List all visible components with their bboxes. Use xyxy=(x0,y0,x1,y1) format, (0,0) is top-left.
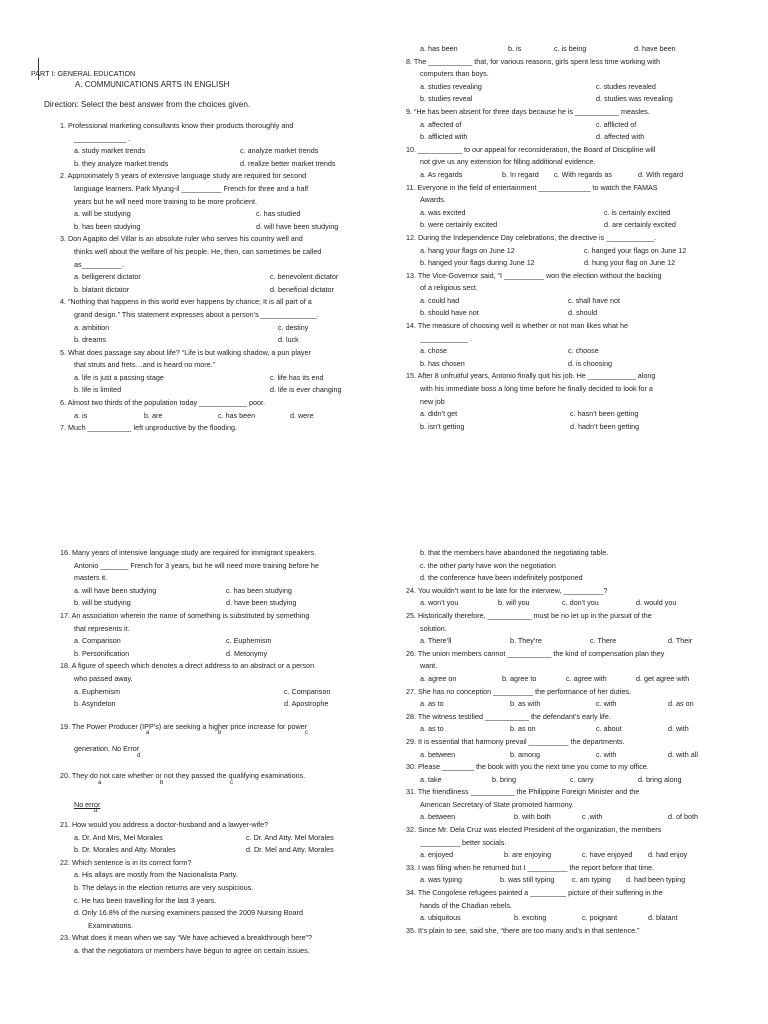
option-c[interactable]: c. analyze market trends xyxy=(240,146,319,156)
options-row xyxy=(406,93,726,106)
options-row xyxy=(60,410,380,423)
option-c[interactable]: c. with xyxy=(596,699,617,709)
options-row xyxy=(60,372,380,385)
option-b[interactable]: b. dreams xyxy=(74,335,106,345)
options-row xyxy=(60,597,380,610)
option-c[interactable]: c. about xyxy=(596,724,622,734)
option-b[interactable]: b. was still typing xyxy=(500,875,555,885)
question-text: solution. xyxy=(420,623,447,633)
options-row xyxy=(406,849,726,862)
question-text: _____________ . xyxy=(74,133,130,143)
option-c[interactable]: c. agree with xyxy=(566,673,607,683)
question-text: years but he will need more training to be more proficient. xyxy=(74,196,257,206)
question-text: 27. She has no conception __________ the performance of her duties. xyxy=(406,686,631,696)
options-row xyxy=(406,119,726,132)
marker-c: c xyxy=(230,779,233,786)
options-row xyxy=(60,844,380,857)
option-d[interactable]: d. were xyxy=(290,410,314,420)
option-a[interactable]: a. was typing xyxy=(420,875,462,885)
option-c[interactable]: c. is certainly excited xyxy=(604,207,671,217)
option-d[interactable]: d. With regard xyxy=(638,169,684,179)
option-d[interactable]: d. had enjoy xyxy=(648,850,688,860)
question-text: grand design.” This statement expresses about a person’s ______________. xyxy=(74,309,319,319)
question-text: 8. The ___________ that, for various reasons, girls spent less time working with xyxy=(406,56,660,66)
option-a[interactable]: a. will be studying xyxy=(74,209,131,219)
option-a[interactable]: a. between xyxy=(420,812,456,822)
question-text: 31. The friendliness ___________ the Philippine Foreign Minister and the xyxy=(406,787,640,797)
question-text: that struts and frets…and is heard no more.” xyxy=(74,360,216,370)
option-a[interactable]: a. agree on xyxy=(420,673,457,683)
option-d[interactable]: d. Their xyxy=(668,636,693,646)
option-d-cont: Examinations. xyxy=(88,920,134,930)
option-c[interactable]: c. is being xyxy=(554,44,587,53)
option-a[interactable]: a. As regards xyxy=(420,169,463,179)
option-c[interactable]: c. carry xyxy=(570,774,594,784)
marker-b: b xyxy=(218,730,222,737)
question-text: 33. I was filing when he returned but I __________ the report before that time. xyxy=(406,862,655,872)
option-d[interactable]: d. realize better market trends xyxy=(240,158,336,168)
option-c[interactable]: c. poignant xyxy=(582,913,618,923)
option-d[interactable]: d. are certainly excited xyxy=(604,220,676,230)
question-text: generation. No Error xyxy=(74,744,140,754)
options-row xyxy=(60,334,380,347)
options-row xyxy=(406,723,726,736)
options-row xyxy=(60,635,380,648)
question-text: computers than boys. xyxy=(420,69,489,79)
option-c[interactable]: c. shall have not xyxy=(568,295,620,305)
question-text: ____________ . xyxy=(420,333,472,343)
question-text: 32. Since Mr. Dela Cruz was elected President of the organization, the members xyxy=(406,825,662,835)
options-row xyxy=(406,345,726,358)
question-text: 16. Many years of intensive language study are required for immigrant speakers. xyxy=(60,548,317,557)
option-a[interactable]: a. is xyxy=(74,410,88,420)
question-text: 24. You wouldn’t want to be late for the interview, __________? xyxy=(406,585,608,595)
question-text: 6. Almost two thirds of the population today ____________ poor. xyxy=(60,398,265,408)
marker-c: c xyxy=(305,730,308,737)
question-text: __________ better socials. xyxy=(420,837,507,847)
option-c[interactable]: c. the other party have won the negotiation xyxy=(420,560,556,570)
option-b[interactable]: b. with both xyxy=(514,812,551,822)
option-c[interactable]: c. choose xyxy=(568,346,599,356)
options-row xyxy=(60,158,380,171)
option-c[interactable]: c. Dr. And Atty. Mel Morales xyxy=(246,832,334,842)
option-b[interactable]: b. as with xyxy=(510,699,541,709)
question-text: 3. Don Agapito del Villar is an absolute ruler who serves his country well and xyxy=(60,234,303,244)
option-c[interactable]: c. life has its end xyxy=(270,372,324,382)
options-row xyxy=(406,774,726,787)
option-a[interactable]: a. was excited xyxy=(420,207,466,217)
option-d[interactable]: d. is choosing xyxy=(568,358,612,368)
option-a[interactable]: a. as to xyxy=(420,699,444,709)
option-c[interactable]: c. afflicted of xyxy=(596,119,637,129)
option-d[interactable]: d. studies was revealing xyxy=(596,94,673,104)
option-b[interactable]: b. Personification xyxy=(74,648,130,658)
option-d[interactable]: d. the conference have been indefinitely postponed xyxy=(420,573,583,583)
option-a[interactable]: a. Euphemism xyxy=(74,686,120,696)
option-d[interactable]: d. Dr. Mel and Atty. Morales xyxy=(246,845,334,855)
option-c[interactable]: c. benevolent dictator xyxy=(270,272,339,282)
option-c[interactable]: c. With regards as xyxy=(554,169,612,179)
options-row xyxy=(406,912,726,925)
question-text: 20. They do not care whether or not they passed the qualifying examinations. xyxy=(60,770,306,780)
question-block xyxy=(406,43,726,433)
option-d[interactable]: d. have been studying xyxy=(226,598,297,608)
option-b[interactable]: b. among xyxy=(510,749,540,759)
option-c[interactable]: c. has studied xyxy=(256,209,301,219)
option-d[interactable]: d. Only 16.8% of the nursing examiners passed the 2009 Nursing Board xyxy=(74,908,303,918)
options-row xyxy=(406,257,726,270)
options-row xyxy=(406,874,726,887)
question-text: 28. The witness testified ___________ the defendant’s early life. xyxy=(406,711,611,721)
question-text: 10. ___________ to our appeal for reconsideration, the Board of Discipline will xyxy=(406,144,656,154)
option-b[interactable]: b. bring xyxy=(492,774,516,784)
option-a[interactable]: a. belligerent dictator xyxy=(74,272,141,282)
option-d[interactable]: d. as on xyxy=(668,699,694,709)
option-a[interactable]: a. ubiquitous xyxy=(420,913,461,923)
option-b[interactable]: b. The delays in the election returns are very suspicious. xyxy=(74,883,254,893)
option-d[interactable]: d. bring along xyxy=(638,774,682,784)
option-d[interactable]: d. affected with xyxy=(596,132,645,142)
option-d[interactable]: d. with xyxy=(668,724,689,734)
marker-b: b xyxy=(160,779,164,786)
option-b[interactable]: b. Asyndeton xyxy=(74,699,116,709)
question-text: 14. The measure of choosing well is whether or not man likes what he xyxy=(406,321,628,331)
option-d[interactable]: d. get agree with xyxy=(636,673,690,683)
question-block xyxy=(60,547,380,958)
option-b[interactable]: b. has been studying xyxy=(74,221,141,231)
options-row xyxy=(60,686,380,699)
options-row xyxy=(60,221,380,234)
option-a[interactable]: a. ambition xyxy=(74,322,110,332)
options-row xyxy=(406,295,726,308)
question-text: 25. Historically therefore, ___________ must be no let up in the pursuit of the xyxy=(406,610,652,620)
option-b[interactable]: b. afflicted with xyxy=(420,132,468,142)
options-row xyxy=(406,131,726,144)
option-b[interactable]: b. were certainly excited xyxy=(420,220,498,230)
options-row xyxy=(406,81,726,94)
option-b[interactable]: b. blatant dictator xyxy=(74,284,130,294)
option-b[interactable]: b. exciting xyxy=(514,913,547,923)
option-a[interactable]: a. take xyxy=(420,774,442,784)
option-c[interactable]: c .with xyxy=(582,812,603,822)
directions: Direction: Select the best answer from the choices given. xyxy=(44,100,251,109)
option-a[interactable]: a. won’t you xyxy=(420,598,459,608)
part-heading: PART I: GENERAL EDUCATION xyxy=(31,69,136,78)
options-row xyxy=(60,384,380,397)
question-text: want. xyxy=(420,661,438,671)
question-block xyxy=(406,547,726,937)
question-text: 5. What does passage say about life? “Life is but walking shadow, a pun player xyxy=(60,347,311,357)
option-a[interactable]: a. His allays are mostly from the Nacionalista Party. xyxy=(74,870,238,880)
option-d[interactable]: d. will have been studying xyxy=(256,221,339,231)
question-text: 15. After 8 unfruitful years, Antonio finally quit his job. He ____________ along xyxy=(406,371,656,381)
question-text: hands of the Chadian rebels. xyxy=(420,900,512,910)
option-b[interactable]: b. are xyxy=(144,410,163,420)
option-b[interactable]: b. is xyxy=(508,44,522,53)
option-d[interactable]: d. with all xyxy=(668,749,698,759)
option-b[interactable]: b. In regard xyxy=(502,169,539,179)
option-d[interactable]: d. have been xyxy=(634,44,676,53)
options-row xyxy=(406,43,726,56)
question-text: 9. “He has been absent for three days because he is ___________ measles. xyxy=(406,106,650,116)
option-c[interactable]: c. There xyxy=(590,636,617,646)
option-d[interactable]: d. of both xyxy=(668,812,698,822)
options-row xyxy=(406,219,726,232)
option-b[interactable]: b. will you xyxy=(498,598,530,608)
question-text: of a religious sect. xyxy=(420,283,478,293)
options-row xyxy=(60,698,380,711)
question-text: 2. Approximately 5 years of extensive language study are required for second xyxy=(60,171,307,181)
options-row xyxy=(406,698,726,711)
option-d[interactable]: d. had been typing xyxy=(626,875,686,885)
options-row xyxy=(406,207,726,220)
options-row xyxy=(406,597,726,610)
option-a[interactable]: a. could had xyxy=(420,295,460,305)
options-row xyxy=(406,749,726,762)
option-c[interactable]: c. destiny xyxy=(278,322,309,332)
options-row xyxy=(60,271,380,284)
question-text: 35. It’s plain to see, said she, “there are too many and’s in that sentence.” xyxy=(406,925,640,935)
option-b[interactable]: b. are enjoying xyxy=(504,850,552,860)
question-block xyxy=(60,120,380,435)
question-text: Antonio _______ French for 3 years, but he will need more training before he xyxy=(74,560,319,570)
option-b[interactable]: b. studies reveal xyxy=(420,94,473,104)
options-row xyxy=(406,673,726,686)
option-d[interactable]: d. should xyxy=(568,308,598,318)
option-a[interactable]: a. as to xyxy=(420,724,444,734)
options-row xyxy=(406,169,726,182)
option-d[interactable]: d. life is ever changing xyxy=(270,385,342,395)
option-d[interactable]: d. hung your flag on June 12 xyxy=(584,258,676,268)
options-row xyxy=(406,307,726,320)
question-text: 13. The Vice-Governor said, “I __________ won the election without the backing xyxy=(406,270,662,280)
option-a[interactable]: a. that the negotiators or members have begun to agree on certain issues. xyxy=(74,946,310,956)
option-a[interactable]: a. hang your flags on June 12 xyxy=(420,245,515,255)
marker-d: d xyxy=(137,752,141,759)
option-b[interactable]: b. as on xyxy=(510,724,536,734)
option-b[interactable]: b. will be studying xyxy=(74,598,131,608)
option-d[interactable]: d. blatant xyxy=(648,913,678,923)
option-a[interactable]: a. Dr. And Mrs, Mel Morales xyxy=(74,832,163,842)
question-text: masters it. xyxy=(74,573,108,583)
question-text: language learners. Park Myung-il __________ French for three and a half xyxy=(74,183,309,193)
question-text: 26. The union members cannot ___________ the kind of compensation plan they xyxy=(406,648,665,658)
option-b[interactable]: b. life is limited xyxy=(74,385,122,395)
option-d[interactable]: d. would you xyxy=(636,598,677,608)
options-row xyxy=(60,284,380,297)
options-row xyxy=(60,145,380,158)
option-b[interactable]: b. that the members have abandoned the negotiating table. xyxy=(420,548,609,557)
option-d[interactable]: d. Apostrophe xyxy=(284,699,329,709)
option-b[interactable]: b. They’re xyxy=(510,636,542,646)
option-b[interactable]: b. isn’t getting xyxy=(420,421,465,431)
question-text: as__________. xyxy=(74,259,124,269)
question-text: 21. How would you address a doctor-husband and a lawyer-wife? xyxy=(60,820,269,830)
options-row xyxy=(406,408,726,421)
question-text: Awards. xyxy=(420,195,446,205)
option-b[interactable]: b. they analyze market trends xyxy=(74,158,169,168)
question-text: 7. Much ___________ left unproductive by the flooding. xyxy=(60,423,238,433)
option-d[interactable]: d. hadn’t been getting xyxy=(570,421,640,431)
question-text: 17. An association wherein the name of something is substituted by something xyxy=(60,610,310,620)
option-c[interactable]: c. has been xyxy=(218,410,256,420)
options-row xyxy=(406,421,726,434)
option-c[interactable]: c. have enjoyed xyxy=(582,850,633,860)
question-text: 23. What does it mean when we say “We have achieved a breakthrough here”? xyxy=(60,933,312,943)
options-row xyxy=(60,208,380,221)
option-a[interactable]: a. study market trends xyxy=(74,146,146,156)
question-text: not give us any extension for filling additional evidence. xyxy=(420,157,596,167)
question-text: 12. During the Independence Day celebrations, the directive is ____________. xyxy=(406,232,657,242)
option-c[interactable]: c. with xyxy=(596,749,617,759)
options-row xyxy=(406,245,726,258)
options-row xyxy=(60,322,380,335)
option-a[interactable]: a. enjoyed xyxy=(420,850,454,860)
question-text: new job xyxy=(420,396,445,406)
option-a[interactable]: a. Comparison xyxy=(74,636,121,646)
option-b[interactable]: b. agree to xyxy=(502,673,537,683)
option-a[interactable]: a. studies revealing xyxy=(420,81,482,91)
option-b[interactable]: b. Dr. Morales and Atty. Morales xyxy=(74,845,176,855)
option-c[interactable]: c. hasn’t been getting xyxy=(570,409,639,419)
option-d[interactable]: d. Metonymy xyxy=(226,648,268,658)
question-text: 34. The Congolese refugees painted a _________ picture of their suffering in the xyxy=(406,888,663,898)
option-a[interactable]: a. affected of xyxy=(420,119,462,129)
options-row xyxy=(406,358,726,371)
option-a[interactable]: a. life is just a passing stage xyxy=(74,372,164,382)
option-b[interactable]: b. has chosen xyxy=(420,358,465,368)
question-text: thinks well about the welfare of his people. He, then, can sometimes be called xyxy=(74,246,322,256)
option-c[interactable]: c. am typing xyxy=(572,875,611,885)
option-b[interactable]: b. should have not xyxy=(420,308,479,318)
option-c[interactable]: c. hanged your flags on June 12 xyxy=(584,245,687,255)
question-text: that represents it. xyxy=(74,623,130,633)
option-c[interactable]: c. Euphemism xyxy=(226,636,272,646)
options-row xyxy=(60,832,380,845)
options-row xyxy=(406,635,726,648)
option-b[interactable]: b. hanged your flags during June 12 xyxy=(420,258,535,268)
question-text: who passed away. xyxy=(74,673,133,683)
option-d[interactable]: d. luck xyxy=(278,335,299,345)
question-text: American Secretary of State promoted harmony. xyxy=(420,799,574,809)
option-a[interactable]: a. chose xyxy=(420,346,448,356)
section-title: A. COMMUNICATIONS ARTS IN ENGLISH xyxy=(75,80,230,89)
option-d[interactable]: d. beneficial dictator xyxy=(270,284,334,294)
question-text: 19. The Power Producer (IPP’s) are seeking a higher price increase for power xyxy=(60,721,308,731)
option-c[interactable]: c. Comparison xyxy=(284,686,331,696)
option-c[interactable]: c. studies revealed xyxy=(596,81,656,91)
question-text: 4. “Nothing that happens in this world ever happens by chance; It is all part of a xyxy=(60,297,312,307)
options-row xyxy=(406,811,726,824)
option-a[interactable]: a. There’ll xyxy=(420,636,452,646)
marker-a: a xyxy=(98,779,102,786)
marker-d: d xyxy=(94,808,98,815)
option-a[interactable]: a. between xyxy=(420,749,456,759)
option-c[interactable]: c. don’t you xyxy=(562,598,599,608)
option-c[interactable]: c. has been studying xyxy=(226,585,292,595)
option-c[interactable]: c. He has been travelling for the last 3 years. xyxy=(74,895,217,905)
question-text: 22. Which sentence is in its correct form? xyxy=(60,857,192,867)
question-text: 1. Professional marketing consultants know their products thoroughly and xyxy=(60,121,294,130)
option-a[interactable]: a. will have been studying xyxy=(74,585,157,595)
question-text: 29. It is essential that harmony prevail __________ the departments. xyxy=(406,736,625,746)
options-row xyxy=(60,585,380,598)
question-text: 11. Everyone in the field of entertainment _____________ to watch the FAMAS xyxy=(406,182,658,192)
question-text: 30. Please ________ the book with you the next time you come to my office. xyxy=(406,762,649,772)
options-row xyxy=(60,648,380,661)
option-a[interactable]: a. has been xyxy=(420,44,458,53)
option-a[interactable]: a. didn’t get xyxy=(420,409,458,419)
question-text: with his immediate boss a long time before he finally decided to look for a xyxy=(420,384,653,394)
marker-a: a xyxy=(146,730,150,737)
question-text: No error xyxy=(74,799,101,809)
question-text: 18. A figure of speech which denotes a direct address to an abstract or a person xyxy=(60,661,315,671)
